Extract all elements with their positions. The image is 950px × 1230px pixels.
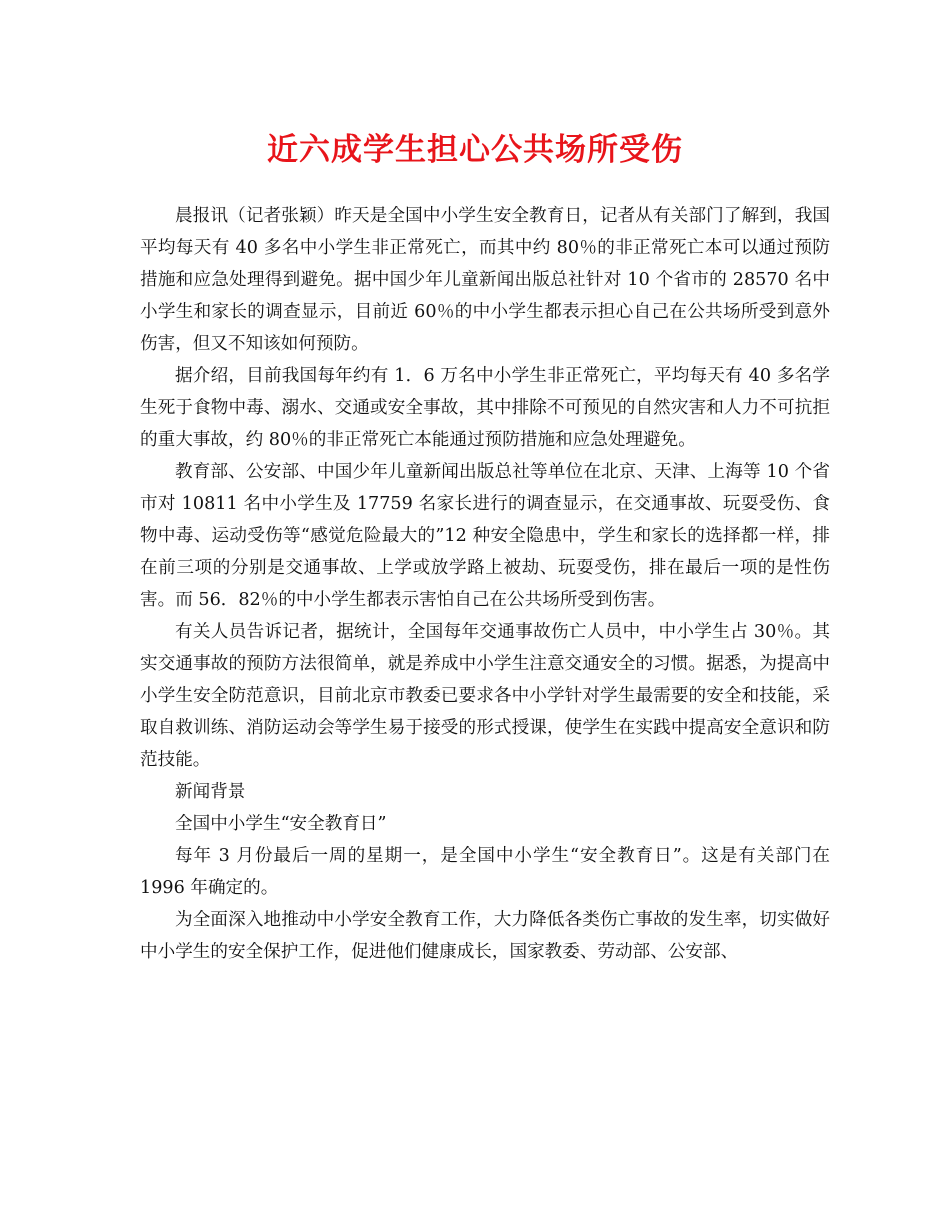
- paragraph-introduction: 据介绍，目前我国每年约有 1．6 万名中小学生非正常死亡，平均每天有 40 多名学生死于食物中毒、溺水、交通或安全事故，其中排除不可预见的自然灾害和人力不可抗拒的重大事故，约 80％的非正常死亡本能通过预防措施和应急处理避免。: [140, 366, 830, 450]
- paragraph-safety-day-date: 每年 3 月份最后一周的星期一，是全国中小学生“安全教育日”。这是有关部门在 1996 年确定的。: [140, 846, 830, 898]
- paragraph-safety-day-heading: 全国中小学生“安全教育日”: [175, 814, 387, 834]
- paragraph-traffic: 有关人员告诉记者，据统计，全国每年交通事故伤亡人员中，中小学生占 30％。其实交通事故的预防方法很简单，就是养成中小学生注意交通安全的习惯。据悉，为提高中小学生安全防范意识，目前北京市教委已要求各中小学针对学生最需要的安全和技能，采取自救训练、消防运动会等学生易于接受的形式授课，使学生在实践中提高安全意识和防范技能。: [140, 622, 830, 770]
- article-title: 近六成学生担心公共场所受伤: [267, 132, 683, 168]
- paragraph-background-heading: 新闻背景: [175, 782, 246, 802]
- paragraph-closing: 为全面深入地推动中小学安全教育工作，大力降低各类伤亡事故的发生率，切实做好中小学生的安全保护工作，促进他们健康成长，国家教委、劳动部、公安部、: [140, 910, 830, 962]
- paragraph-survey: 教育部、公安部、中国少年儿童新闻出版总社等单位在北京、天津、上海等 10 个省市对 10811 名中小学生及 17759 名家长进行的调查显示，在交通事故、玩耍受伤、食物中毒、运动受伤等“感觉危险最大的”12 种安全隐患中，学生和家长的选择都一样，排在前三项的分别是交通事故、上学或放学路上被劫、玩耍受伤，排在最后一项的是性伤害。而 56．82％的中小学生都表示害怕自己在公共场所受到伤害。: [140, 462, 830, 610]
- paragraph-lead: 晨报讯（记者张颖）昨天是全国中小学生安全教育日，记者从有关部门了解到，我国平均每天有 40 多名中小学生非正常死亡，而其中约 80％的非正常死亡本可以通过预防措施和应急处理得到避免。据中国少年儿童新闻出版总社针对 10 个省市的 28570 名中小学生和家长的调查显示，目前近 60％的中小学生都表示担心自己在公共场所受到意外伤害，但又不知该如何预防。: [140, 206, 830, 354]
- article-body: [140, 200, 830, 968]
